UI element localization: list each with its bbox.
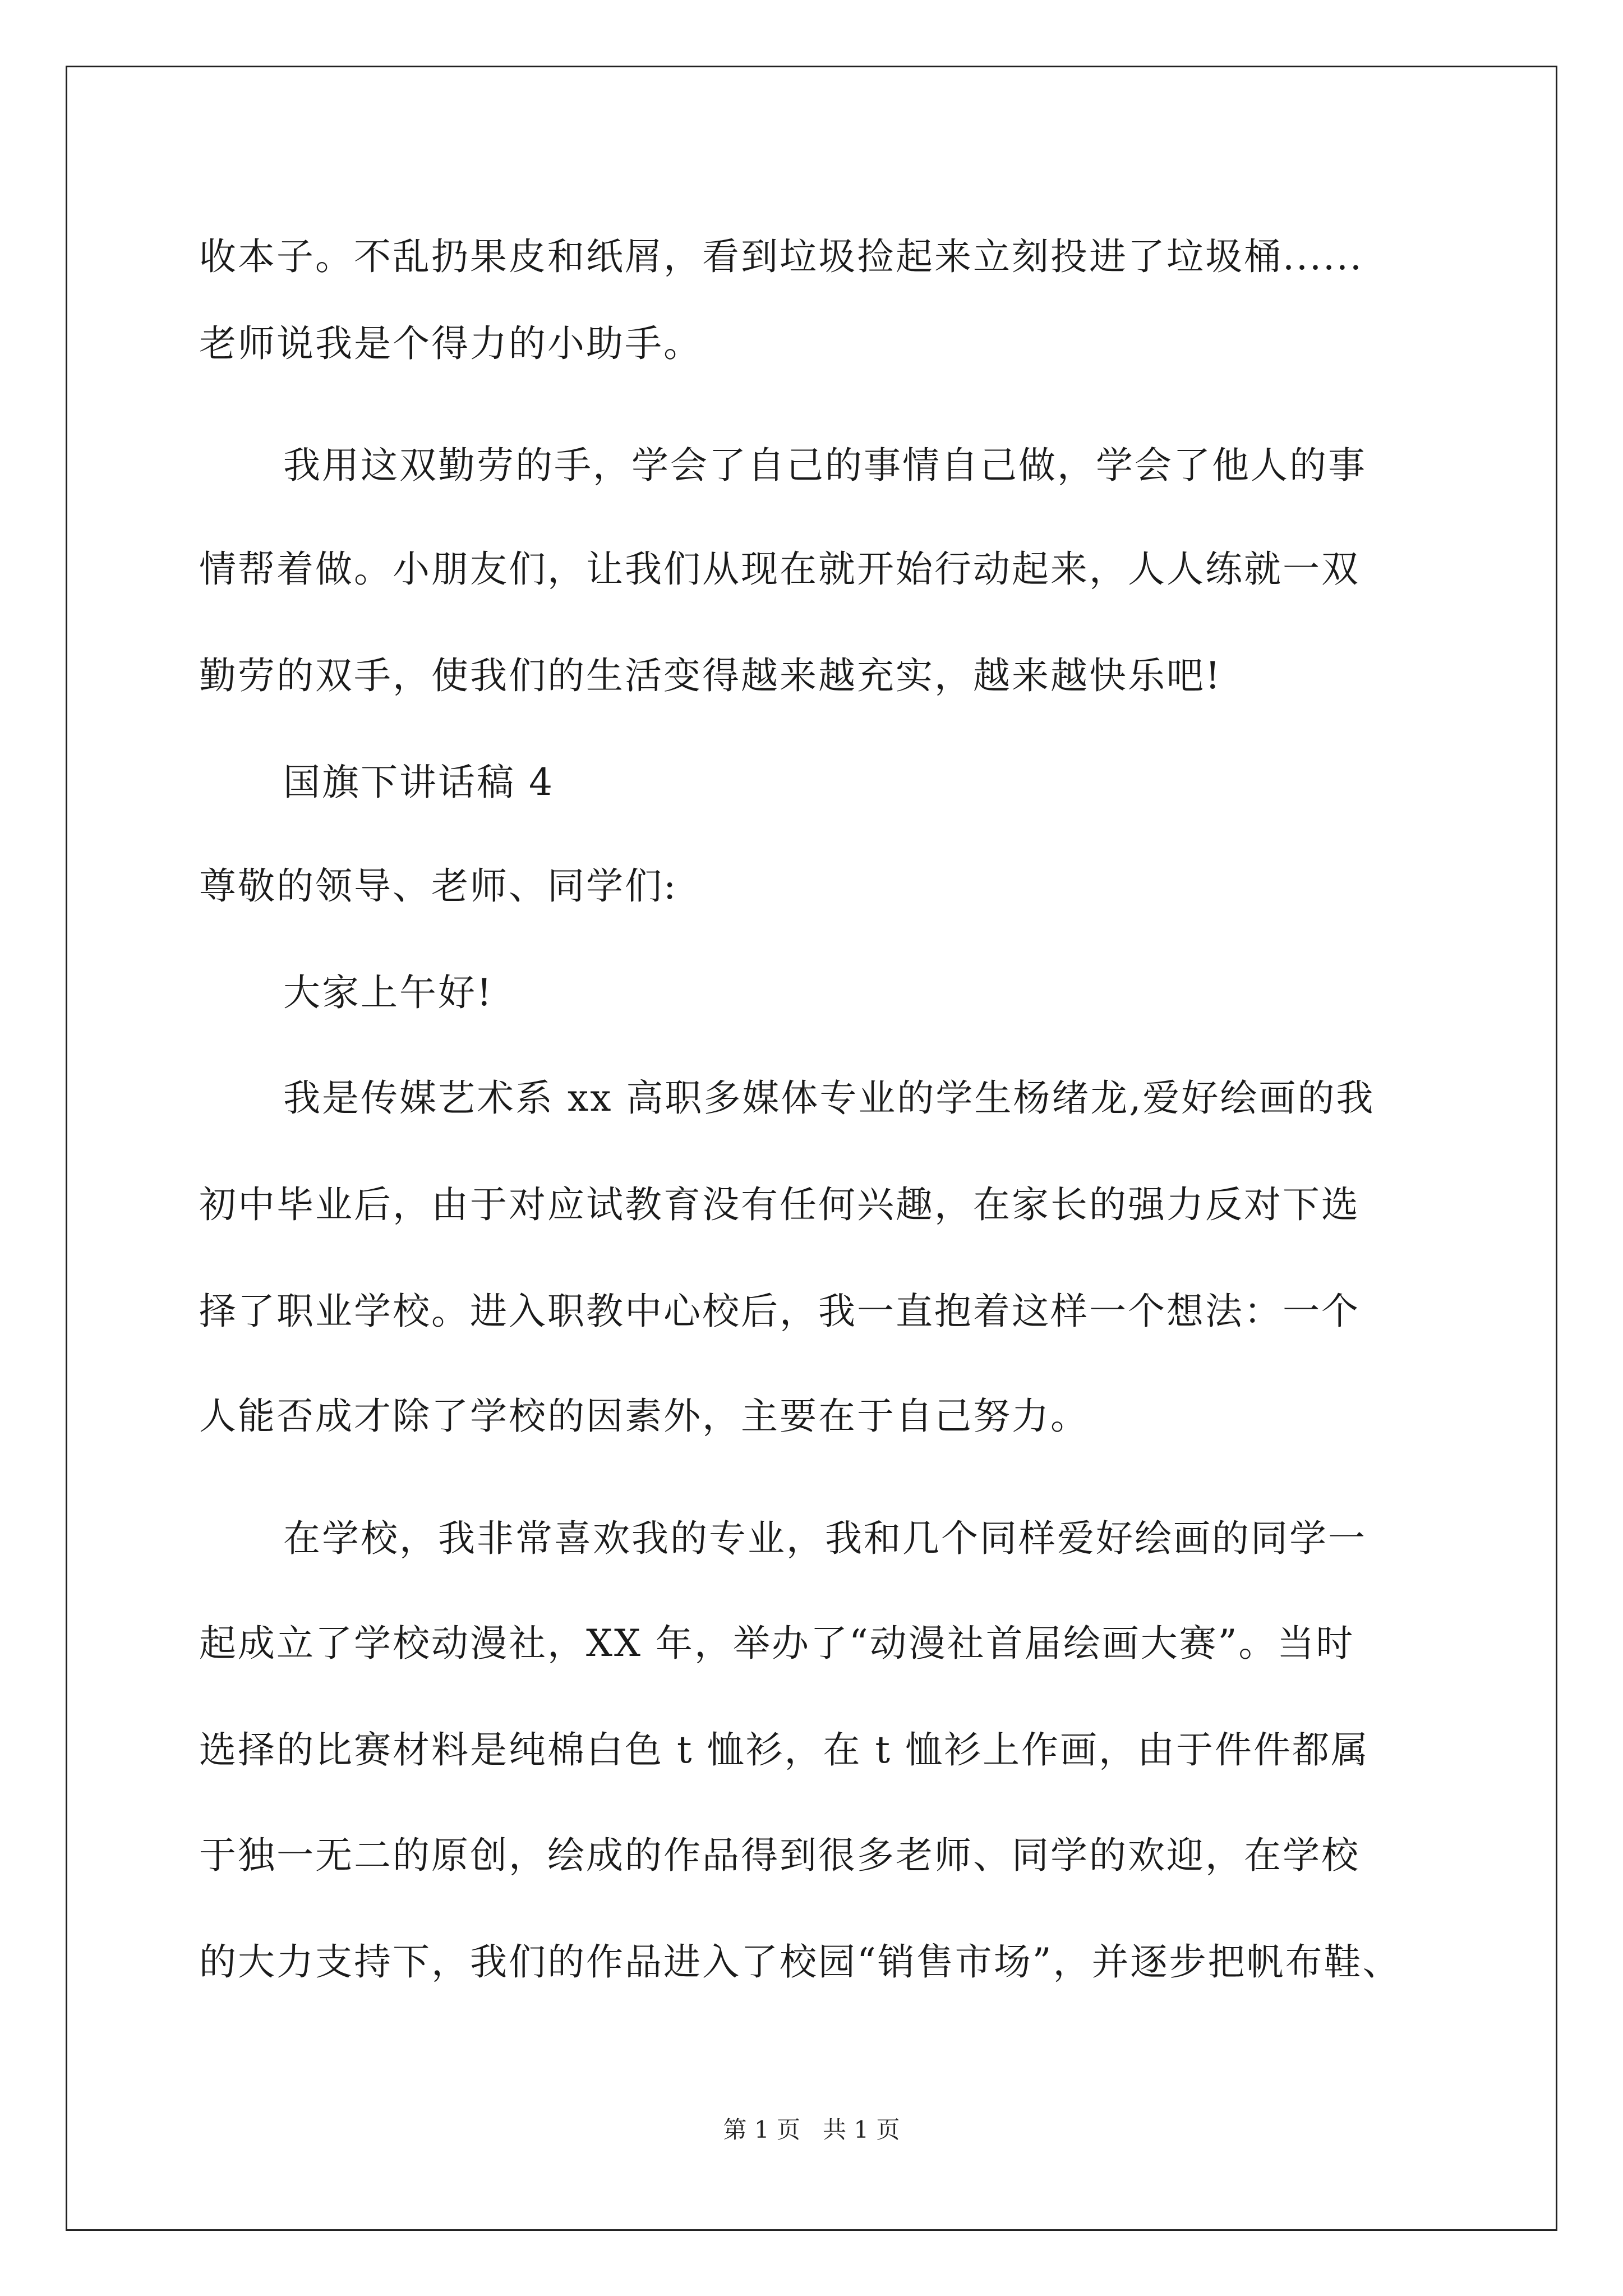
text-line: 情帮着做。小朋友们，让我们从现在就开始行动起来，人人练就一双 (199, 547, 1360, 591)
text-line: 我是传媒艺术系 xx 高职多媒体专业的学生杨绪龙,爱好绘画的我 (283, 1076, 1375, 1120)
text-line: 的大力支持下，我们的作品进入了校园“销售市场”，并逐步把帆布鞋、 (199, 1940, 1401, 1984)
page-footer: 第 1 页 共 1 页 (723, 2116, 900, 2143)
text-line: 于独一无二的原创，绘成的作品得到很多老师、同学的欢迎，在学校 (199, 1834, 1360, 1877)
text-line: 初中毕业后，由于对应试教育没有任何兴趣，在家长的强力反对下选 (199, 1183, 1360, 1226)
text-line: 人能否成才除了学校的因素外，主要在于自己努力。 (199, 1395, 1089, 1438)
greeting: 大家上午好! (283, 971, 494, 1014)
text-line: 我用这双勤劳的手，学会了自己的事情自己做，学会了他人的事 (283, 444, 1367, 487)
text-line: 起成立了学校动漫社，XX 年，举办了“动漫社首届绘画大赛”。当时 (199, 1622, 1355, 1665)
text-line: 老师说我是个得力的小助手。 (199, 322, 702, 365)
page-border (66, 66, 1557, 2231)
text-line: 收本子。不乱扔果皮和纸屑，看到垃圾捡起来立刻投进了垃圾桶...... (199, 235, 1363, 278)
text-line: 在学校，我非常喜欢我的专业，我和几个同样爱好绘画的同学一 (283, 1517, 1367, 1560)
section-heading: 国旗下讲话稿 4 (283, 761, 554, 804)
salutation: 尊敬的领导、老师、同学们: (199, 864, 678, 908)
text-line: 选择的比赛材料是纯棉白色 t 恤衫，在 t 恤衫上作画，由于件件都属 (199, 1728, 1370, 1772)
text-line: 择了职业学校。进入职教中心校后，我一直抱着这样一个想法：一个 (199, 1290, 1360, 1333)
text-line: 勤劳的双手，使我们的生活变得越来越充实，越来越快乐吧! (199, 654, 1222, 697)
